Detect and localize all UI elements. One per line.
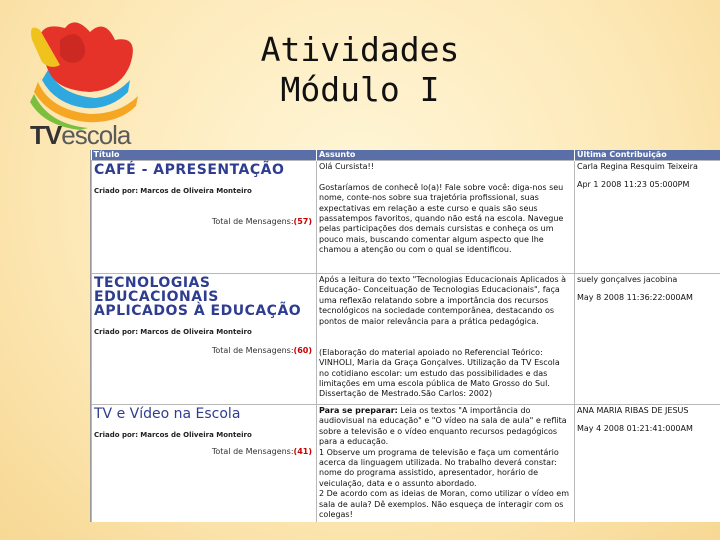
- last-date: May 8 2008 11:36:22:000AM: [577, 293, 693, 303]
- table-row: [92, 161, 720, 274]
- table-row: [92, 405, 720, 523]
- table-row: [92, 274, 720, 405]
- last-author[interactable]: Carla Regina Resquim Teixeira: [577, 162, 698, 171]
- tv-escola-logo-text: TVescola: [30, 120, 131, 150]
- slide-title: [230, 30, 490, 110]
- column-header-subject[interactable]: Assunto: [317, 150, 575, 161]
- slide-title-line2: Módulo I: [280, 70, 440, 109]
- topic-title-link[interactable]: CAFÉ - APRESENTAÇÃO: [94, 162, 285, 178]
- slide-title-line1: Atividades: [260, 30, 460, 69]
- topic-title-link[interactable]: TV e Vídeo na Escola: [94, 406, 241, 422]
- last-author[interactable]: ANA MARIA RIBAS DE JESUS: [577, 406, 689, 415]
- message-count: Total de Mensagens:(41): [211, 447, 312, 456]
- table-header-row: [92, 150, 720, 161]
- last-contribution-cell: [575, 405, 720, 523]
- last-contribution-cell: [575, 274, 720, 405]
- column-header-title[interactable]: Título: [92, 150, 317, 161]
- topic-cell: [92, 161, 317, 274]
- created-by: Criado por: Marcos de Oliveira Monteiro: [94, 187, 252, 195]
- column-header-last-contribution[interactable]: Última Contribuição: [575, 150, 720, 161]
- subject-cell: [317, 274, 575, 405]
- subject-body: Leia os textos "A importância do audiovisual na educação" e "O vídeo na sala de aula" e reflita sobre a televisão e o vídeo enquanto recursos pedagógicos para a educação. 1 Observe um programa de televisão e faça um comentário acerca da linguagem utilizada. No trabalho deverá constar: nome do programa assistido, apresentador, horário de veiculação, data e o assunto abordado. 2 De acordo com as ideias de Moran, como utilizar o vídeo em sala de aula? Dê exemplos. Não esqueça de interagir com os colegas!: [319, 406, 569, 520]
- topic-title-link[interactable]: TECNOLOGIAS EDUCACIONAIS APLICADOS À EDUCAÇÃO: [94, 275, 302, 319]
- created-by: Criado por: Marcos de Oliveira Monteiro: [94, 328, 252, 336]
- forum-topics-table: [91, 150, 720, 522]
- topic-cell: [92, 274, 317, 405]
- last-contribution-cell: [575, 161, 720, 274]
- message-count: Total de Mensagens:(57): [211, 217, 312, 226]
- last-author[interactable]: suely gonçalves jacobina: [577, 275, 678, 284]
- message-count: Total de Mensagens:(60): [211, 346, 312, 355]
- last-date: Apr 1 2008 11:23 05:000PM: [577, 180, 690, 190]
- subject-text: [319, 406, 572, 520]
- forum-screenshot: [90, 150, 720, 522]
- last-date: May 4 2008 01:21:41:000AM: [577, 424, 693, 434]
- subject-text: Olá Cursista!! Gostaríamos de conhecê lo(a)! Fale sobre você: diga-nos seu nome, conte-nos sobre sua trajetória profissional, suas expectativas em relação a este curso e quais são seus passatempos favoritos, quando não está na escola. Navegue pelas participações dos demais cursistas e conheça os um pouco mais, buscando comentar algum aspecto que lhe chamou a atenção ou com o qual se identificou.: [319, 162, 564, 255]
- subject-cell: [317, 405, 575, 523]
- topic-cell: [92, 405, 317, 523]
- created-by: Criado por: Marcos de Oliveira Monteiro: [94, 431, 252, 439]
- subject-lead: Para se preparar:: [319, 406, 398, 415]
- subject-cell: [317, 161, 575, 274]
- subject-text: Após a leitura do texto "Tecnologias Educacionais Aplicados à Educação- Conceituação de Tecnologias Educacionais", faça uma reflexão relatando sobre a importância dos recursos tecnológicos na sociedade contemporânea, destacando os pontos de maior relevância para a prática pedagógica. (Elaboração do material apoiado no Referencial Teórico: VINHOLI, Maria da Graça Gonçalves. Utilização da TV Escola no cotidiano escolar: um estudo das possibilidades e das limitações em uma escola pública de Mato Grosso do Sul. Dissertação de Mestrado.São Carlos: 2002): [319, 275, 566, 399]
